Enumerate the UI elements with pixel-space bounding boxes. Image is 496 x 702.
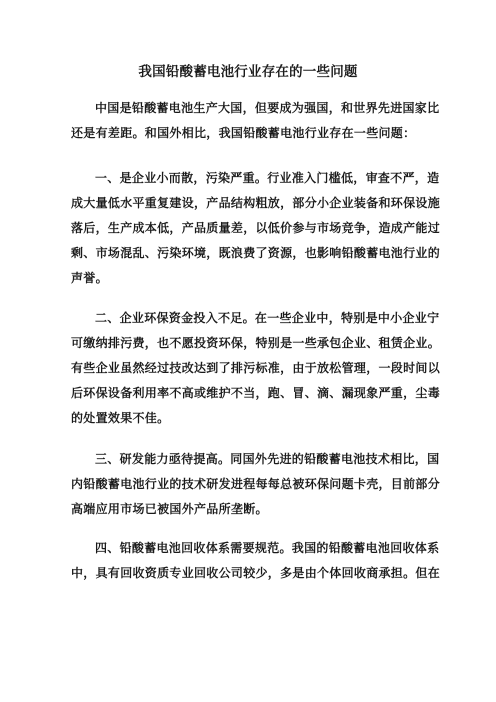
paragraph-line: 有些企业虽然经过技改达到了排污标准，由于放松管理，一段时间以 <box>71 361 441 375</box>
paragraph-line: 的处置效果不佳。 <box>71 411 170 425</box>
paragraph-1 <box>71 96 440 146</box>
paragraph-5 <box>71 536 441 586</box>
paragraph-line: 成大量低水平重复建设，产品结构粗放，部分小企业装备和环保设施 <box>71 196 441 210</box>
paragraph-2 <box>71 166 441 291</box>
document-title: 我国铅酸蓄电池行业存在的一些问题 <box>138 64 358 80</box>
paragraph-line: 内铅酸蓄电池行业的技术研发进程每每总被环保问题卡壳，目前部分 <box>71 477 441 491</box>
paragraph-line: 落后，生产成本低，产品质量差，以低价参与市场竞争，造成产能过 <box>71 221 441 235</box>
paragraph-4 <box>71 447 441 522</box>
paragraph-line: 中，具有回收资质专业回收公司较少，多是由个体回收商承担。但在 <box>71 566 441 580</box>
paragraph-line: 声誉。 <box>71 271 108 285</box>
paragraph-line: 一、是企业小而散，污染严重。行业准入门槛低，审查不严，造 <box>95 171 440 185</box>
paragraph-line: 高端应用市场已被国外产品所垄断。 <box>71 502 268 516</box>
paragraph-line: 三、研发能力亟待提高。同国外先进的铅酸蓄电池技术相比，国 <box>95 452 440 466</box>
paragraph-line: 中国是铅酸蓄电池生产大国，但要成为强国，和世界先进国家比 <box>95 101 440 115</box>
paragraph-line: 可缴纳排污费，也不愿投资环保，特别是一些承包企业、租赁企业。 <box>71 336 441 350</box>
paragraph-line: 后环保设备利用率不高或维护不当，跑、冒、滴、漏现象严重，尘毒 <box>71 386 441 400</box>
paragraph-3 <box>71 306 441 431</box>
paragraph-line: 四、铅酸蓄电池回收体系需要规范。我国的铅酸蓄电池回收体系 <box>95 541 440 555</box>
paragraph-line: 剩、市场混乱、污染环境，既浪费了资源，也影响铅酸蓄电池行业的 <box>71 246 441 260</box>
paragraph-line: 还是有差距。和国外相比，我国铅酸蓄电池行业存在一些问题： <box>71 126 416 140</box>
paragraph-line: 二、企业环保资金投入不足。在一些企业中，特别是中小企业宁 <box>95 311 440 325</box>
